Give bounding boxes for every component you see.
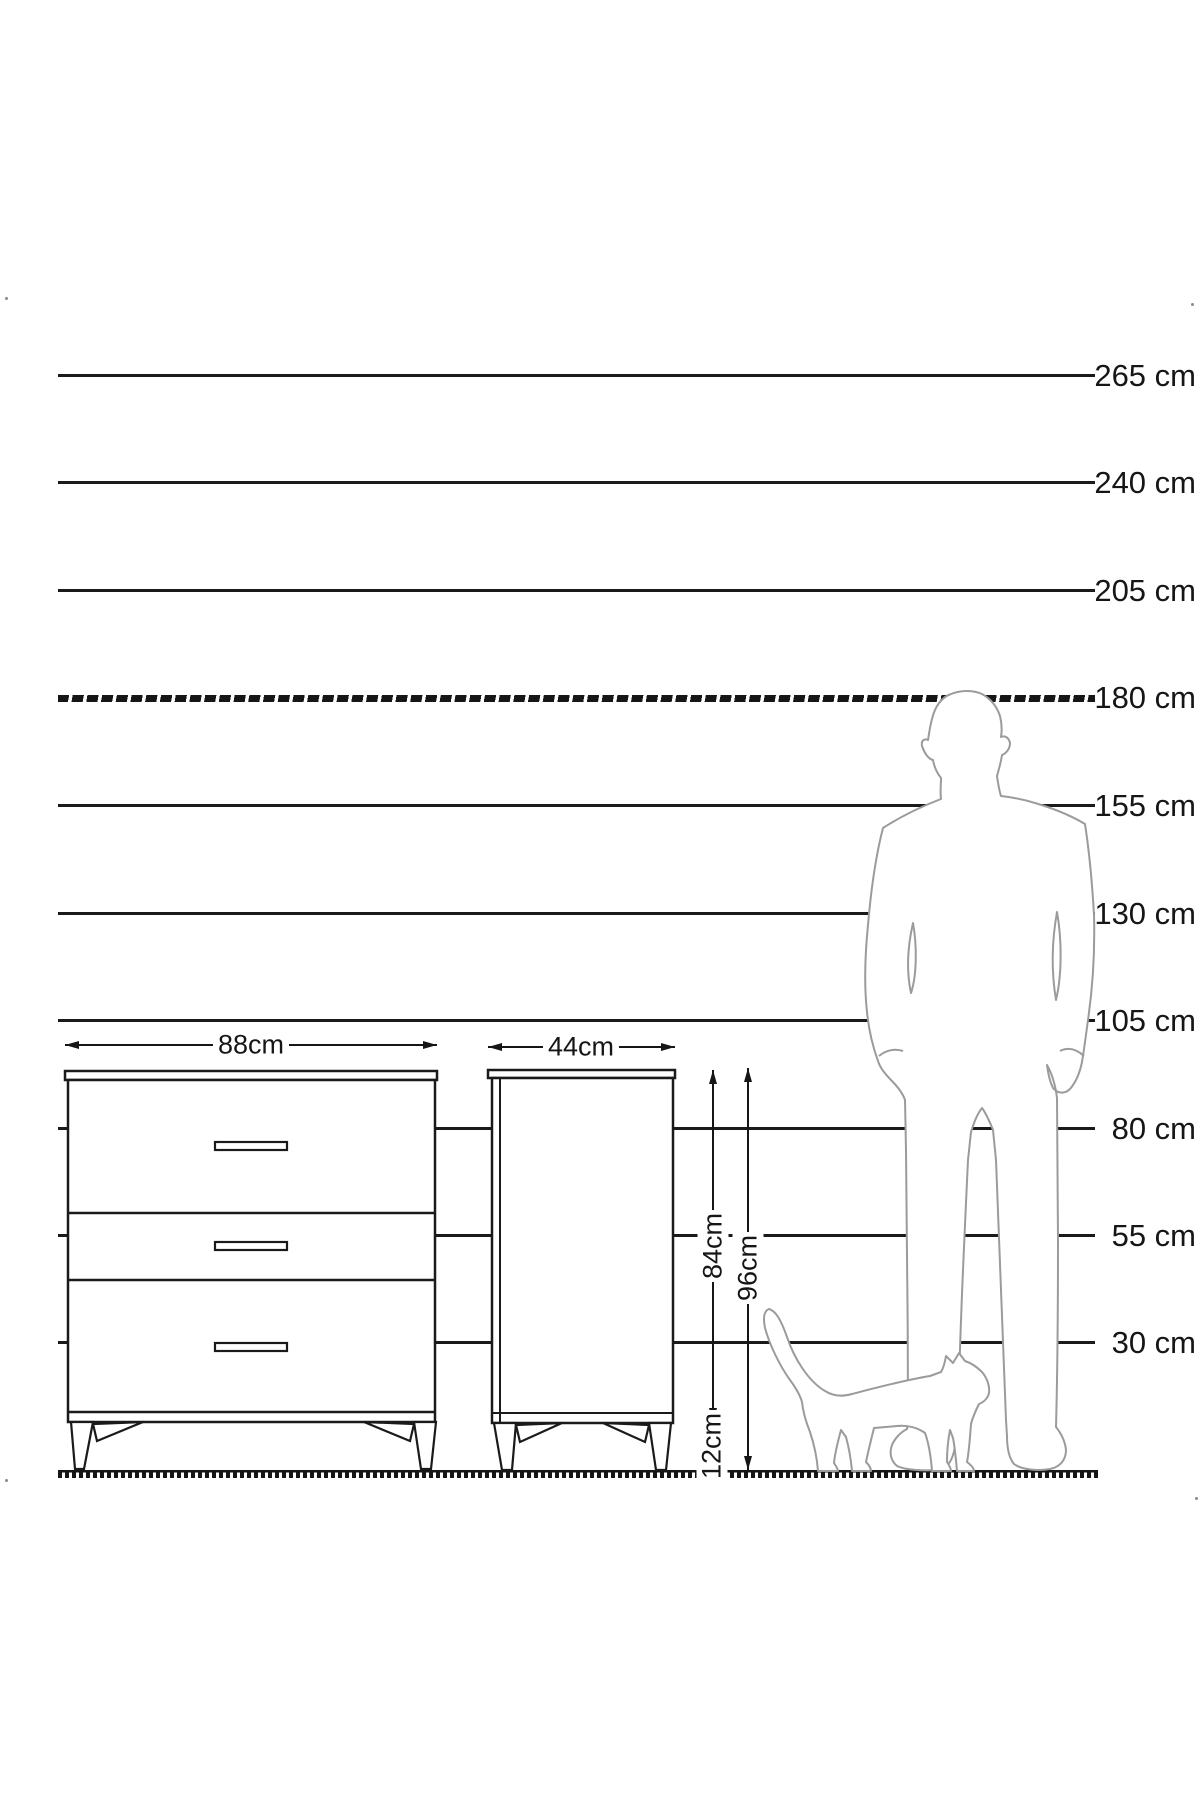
dim-44-arrow-left	[488, 1043, 502, 1051]
scale-label-30: 30 cm	[1111, 1325, 1196, 1360]
scale-label-105: 105 cm	[1094, 1003, 1196, 1038]
drawer-handle-3	[215, 1343, 287, 1351]
dresser-front-view	[65, 1071, 437, 1469]
side-leg-left	[494, 1423, 516, 1470]
drawer-handle-2	[215, 1242, 287, 1250]
scan-speck	[5, 1479, 8, 1482]
scale-label-80: 80 cm	[1111, 1111, 1196, 1146]
scan-speck	[1191, 303, 1194, 306]
scale-label-155: 155 cm	[1094, 788, 1196, 823]
scale-label-180: 180 cm	[1094, 680, 1196, 715]
body-height-label: 84cm	[698, 1210, 729, 1282]
dim-44-arrow-right	[661, 1043, 675, 1051]
dim-88-arrow-right	[423, 1041, 437, 1049]
scan-speck	[5, 297, 8, 300]
leg-height-label: 12cm	[697, 1410, 728, 1482]
dim-84-arrow-top	[709, 1070, 717, 1084]
scale-label-205: 205 cm	[1094, 573, 1196, 608]
dim-88-arrow-left	[65, 1041, 79, 1049]
dresser-leg-right	[414, 1422, 436, 1469]
dresser-leg-right-brace	[364, 1422, 414, 1441]
total-height-label: 96cm	[733, 1232, 764, 1304]
dresser-side-view	[488, 1070, 675, 1470]
side-leg-left-brace	[516, 1423, 562, 1442]
dresser-leg-left	[71, 1422, 93, 1469]
dim-96-arrow-top	[744, 1068, 752, 1082]
dresser-leg-left-brace	[93, 1422, 143, 1441]
side-body	[492, 1078, 673, 1423]
scale-label-240: 240 cm	[1094, 465, 1196, 500]
dresser-top-board	[65, 1071, 437, 1080]
front-width-label: 88cm	[213, 1030, 289, 1061]
side-depth-label: 44cm	[543, 1032, 619, 1063]
drawer-handle-1	[215, 1142, 287, 1150]
dim-96-arrow-bottom	[744, 1456, 752, 1470]
side-leg-right-brace	[603, 1423, 649, 1442]
scale-label-130: 130 cm	[1094, 896, 1196, 931]
scale-label-265: 265 cm	[1094, 358, 1196, 393]
scale-label-55: 55 cm	[1111, 1218, 1196, 1253]
scan-speck	[1195, 1497, 1198, 1500]
side-leg-right	[649, 1423, 671, 1470]
